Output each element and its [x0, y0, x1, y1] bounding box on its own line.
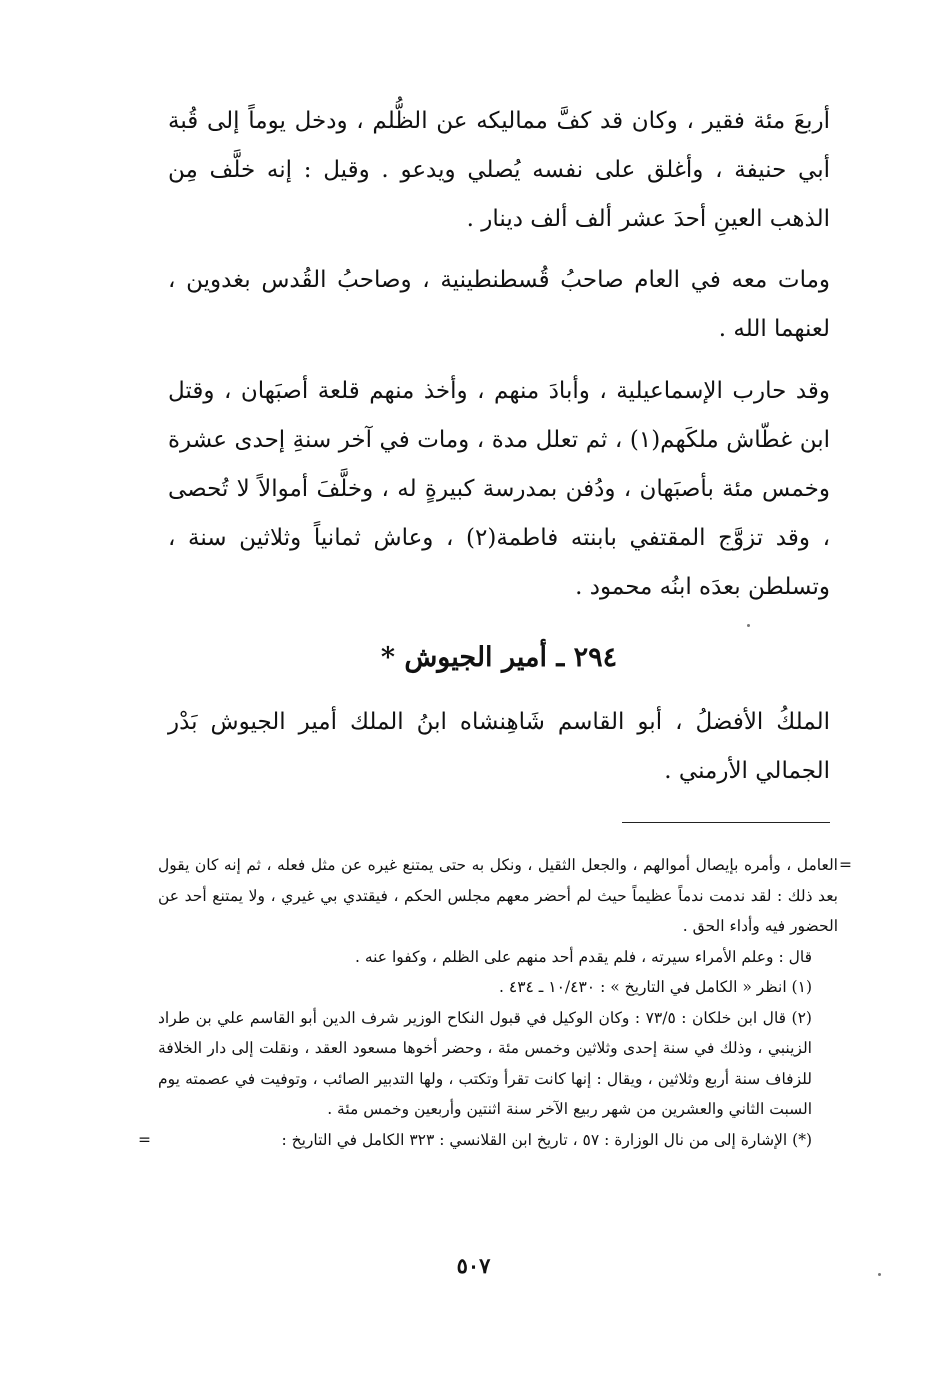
scan-speck	[747, 624, 750, 627]
continuation-marker: =	[839, 856, 852, 874]
page-number: ٥٠٧	[456, 1253, 491, 1278]
footnote-star-text: (*) الإشارة إلى من نال الوزارة : ٥٧ ، تاريخ ابن القلانسي : ٣٢٣ الكامل في التاريخ :	[281, 1130, 812, 1149]
body-paragraph-1: أربعَ مئة فقير ، وكان قد كفَّ مماليكه عن الظُّلم ، ودخل يوماً إلى قُبة أبي حنيفة ، وأغلق على نفسه يُصلي ويدعو . وقيل : إنه خلَّف مِن الذهب العينِ أحدَ عشر ألف ألف دينار .	[168, 108, 830, 232]
footnote-2: (٢) قال ابن خلكان : ٧٣/٥ : وكان الوكيل في قبول النكاح الوزير شرف الدين أبو القاسم علي بن طراد الزينبي ، وذلك في سنة إحدى وثلاثين وخمس مئة ، وحضر أخوها مسعود العقد ، ونقلت إلى دار الخلافة للزفاف سنة أربع وثلاثين ، ويقال : إنها كانت تقرأ وتكتب ، ولها التدبير الصائب ، وتوفيت في عصمته يوم السبت الثاني والعشرين من شهر ربيع الآخر سنة اثنتين وأربعين وخمس مئة .	[158, 1008, 812, 1118]
scan-speck	[878, 1273, 881, 1276]
footnote-star	[138, 1125, 838, 1156]
footnote-1: (١) انظر « الكامل في التاريخ » : ١٠/٤٣٠ ـ ٤٣٤ .	[499, 978, 812, 996]
footnote-continuation-text: العامل ، وأمره بإيصال أموالهم ، والجعل الثقيل ، ونكل به حتى يمتنع غيره عن مثل فعله ، ثم إنه كان يقول بعد ذلك : لقد ندمت ندماً عظيماً حيث لم أحضر معهم مجلس الحكم ، فيقتدي بي غيري ، ولا يمتنع أحد عن الحضور فيه وأداء الحق .	[158, 856, 838, 935]
footnote-star-continuation-marker: =	[138, 1130, 151, 1149]
body-paragraph-4: الملكُ الأفضلُ ، أبو القاسم شَاهِنشاه ابنُ الملك أمير الجيوش بَدْر الجمالي الأرمني .	[168, 709, 830, 784]
footnote-continuation	[158, 850, 852, 942]
footnotes-block	[138, 850, 852, 1155]
footnote-separator	[622, 822, 830, 823]
body-paragraph-3: وقد حارب الإسماعيلية ، وأبادَ منهم ، وأخذ منهم قلعة أصبَهان ، وقتل ابن غطّاش ملكَهم(١) ، ثم تعلل مدة ، ومات في آخر سنةِ إحدى عشرة وخمس مئة بأصبَهان ، ودُفن بمدرسة كبيرةٍ له ، وخلَّفَ أموالاً لا تُحصى ، وقد تزوَّج المقتفي بابنته فاطمة(٢) ، وعاش ثمانياً وثلاثين سنة ، وتسلطن بعدَه ابنُه محمود .	[168, 378, 830, 600]
footnote-continuation-quote: قال : وعلم الأمراء سيرته ، فلم يقدم أحد منهم على الظلم ، وكفوا عنه .	[354, 947, 812, 966]
body-paragraph-2: ومات معه في العام صاحبُ قُسطنطينية ، وصاحبُ القُدس بغدوين ، لعنهما الله .	[168, 267, 830, 342]
section-heading: ٢٩٤ ـ أمير الجيوش *	[380, 642, 618, 673]
